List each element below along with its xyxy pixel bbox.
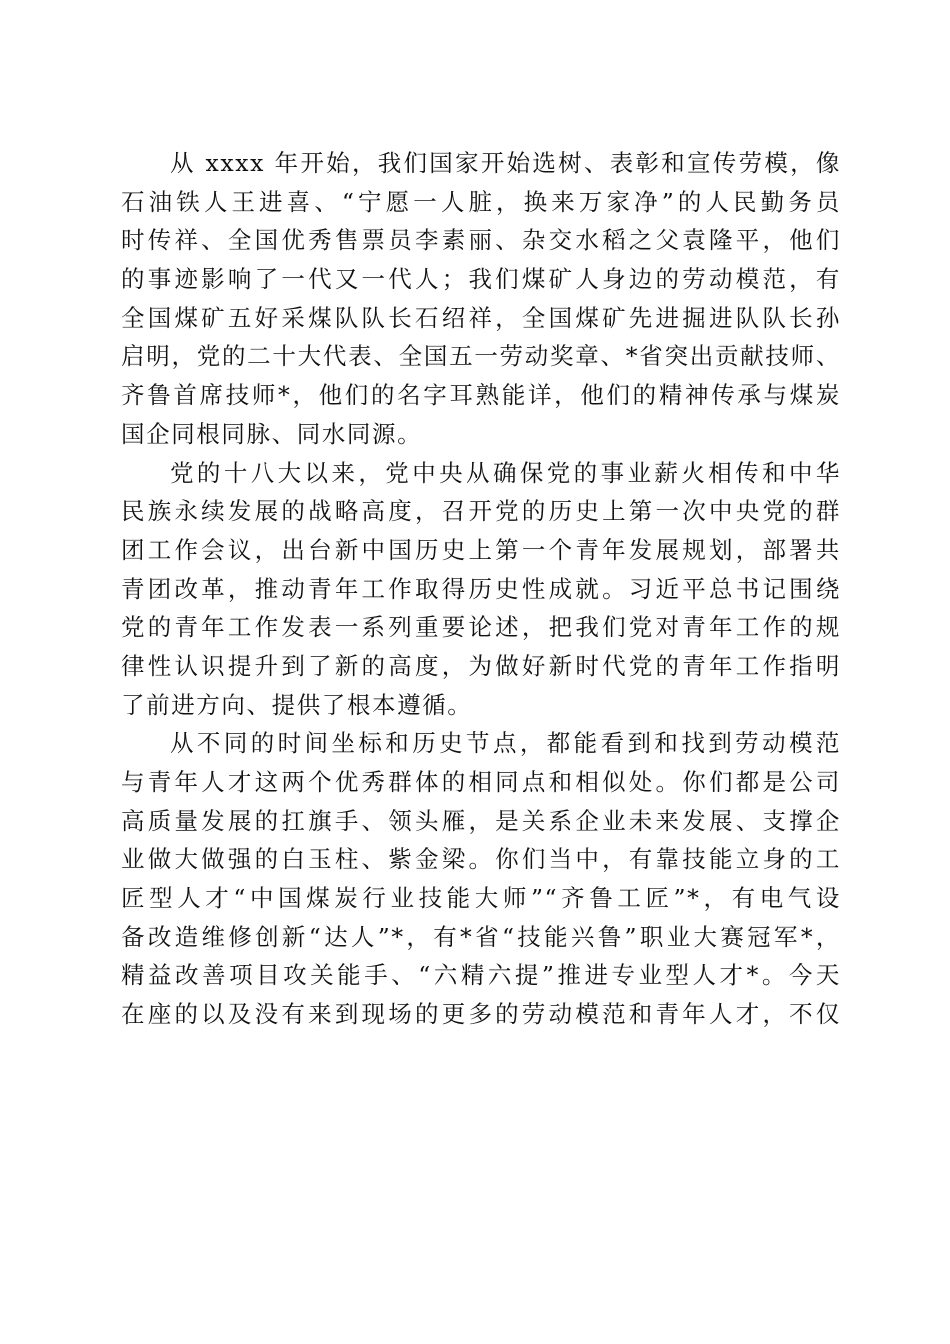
paragraph-2-line-5: 党的青年工作发表一系列重要论述，把我们党对青年工作的规 bbox=[121, 613, 841, 642]
paragraph-2-line-3: 团工作会议，出台新中国历史上第一个青年发展规划，部署共 bbox=[121, 535, 841, 564]
paragraph-1-line-8: 国企同根同脉、同水同源。 bbox=[121, 419, 423, 448]
paragraph-3-line-1: 从不同的时间坐标和历史节点，都能看到和找到劳动模范 bbox=[170, 729, 841, 758]
paragraph-2-line-6: 律性认识提升到了新的高度，为做好新时代党的青年工作指明 bbox=[121, 651, 841, 680]
paragraph-3-line-3: 高质量发展的扛旗手、领头雁，是关系企业未来发展、支撑企 bbox=[121, 806, 841, 835]
paragraph-3-line-8: 在座的以及没有来到现场的更多的劳动模范和青年人才，不仅 bbox=[121, 1000, 841, 1029]
paragraph-1-line-7: 齐鲁首席技师*，他们的名字耳熟能详，他们的精神传承与煤炭 bbox=[121, 381, 841, 410]
paragraph-2-line-4: 青团改革，推动青年工作取得历史性成就。习近平总书记围绕 bbox=[121, 574, 841, 603]
paragraph-1-line-3: 时传祥、全国优秀售票员李素丽、杂交水稻之父袁隆平，他们 bbox=[121, 226, 841, 255]
paragraph-2-line-7: 了前进方向、提供了根本遵循。 bbox=[121, 690, 473, 719]
paragraph-3-line-5: 匠型人才“中国煤炭行业技能大师”“齐鲁工匠”*，有电气设 bbox=[121, 884, 841, 913]
paragraph-1-line-4: 的事迹影响了一代又一代人；我们煤矿人身边的劳动模范，有 bbox=[121, 265, 841, 294]
paragraph-2-line-1: 党的十八大以来，党中央从确保党的事业薪火相传和中华 bbox=[170, 458, 841, 487]
paragraph-1-line-5: 全国煤矿五好采煤队队长石绍祥，全国煤矿先进掘进队队长孙 bbox=[121, 303, 841, 332]
paragraph-1-line-6: 启明，党的二十大代表、全国五一劳动奖章、*省突出贡献技师、 bbox=[121, 342, 841, 371]
body-text bbox=[121, 144, 841, 1034]
paragraph-3-line-4: 业做大做强的白玉柱、紫金梁。你们当中，有靠技能立身的工 bbox=[121, 845, 841, 874]
paragraph-1-line-1: 从 xxxx 年开始，我们国家开始选树、表彰和宣传劳模，像 bbox=[170, 149, 841, 177]
paragraph-3-line-7: 精益改善项目攻关能手、“六精六提”推进专业型人才*。今天 bbox=[121, 961, 841, 990]
paragraph-2-line-2: 民族永续发展的战略高度，召开党的历史上第一次中央党的群 bbox=[121, 497, 841, 526]
paragraph-3-line-6: 备改造维修创新“达人”*，有*省“技能兴鲁”职业大赛冠军*， bbox=[121, 922, 841, 951]
paragraph-3-line-2: 与青年人才这两个优秀群体的相同点和相似处。你们都是公司 bbox=[121, 768, 841, 796]
paragraph-1-line-2: 石油铁人王进喜、“宁愿一人脏，换来万家净”的人民勤务员 bbox=[121, 187, 841, 216]
